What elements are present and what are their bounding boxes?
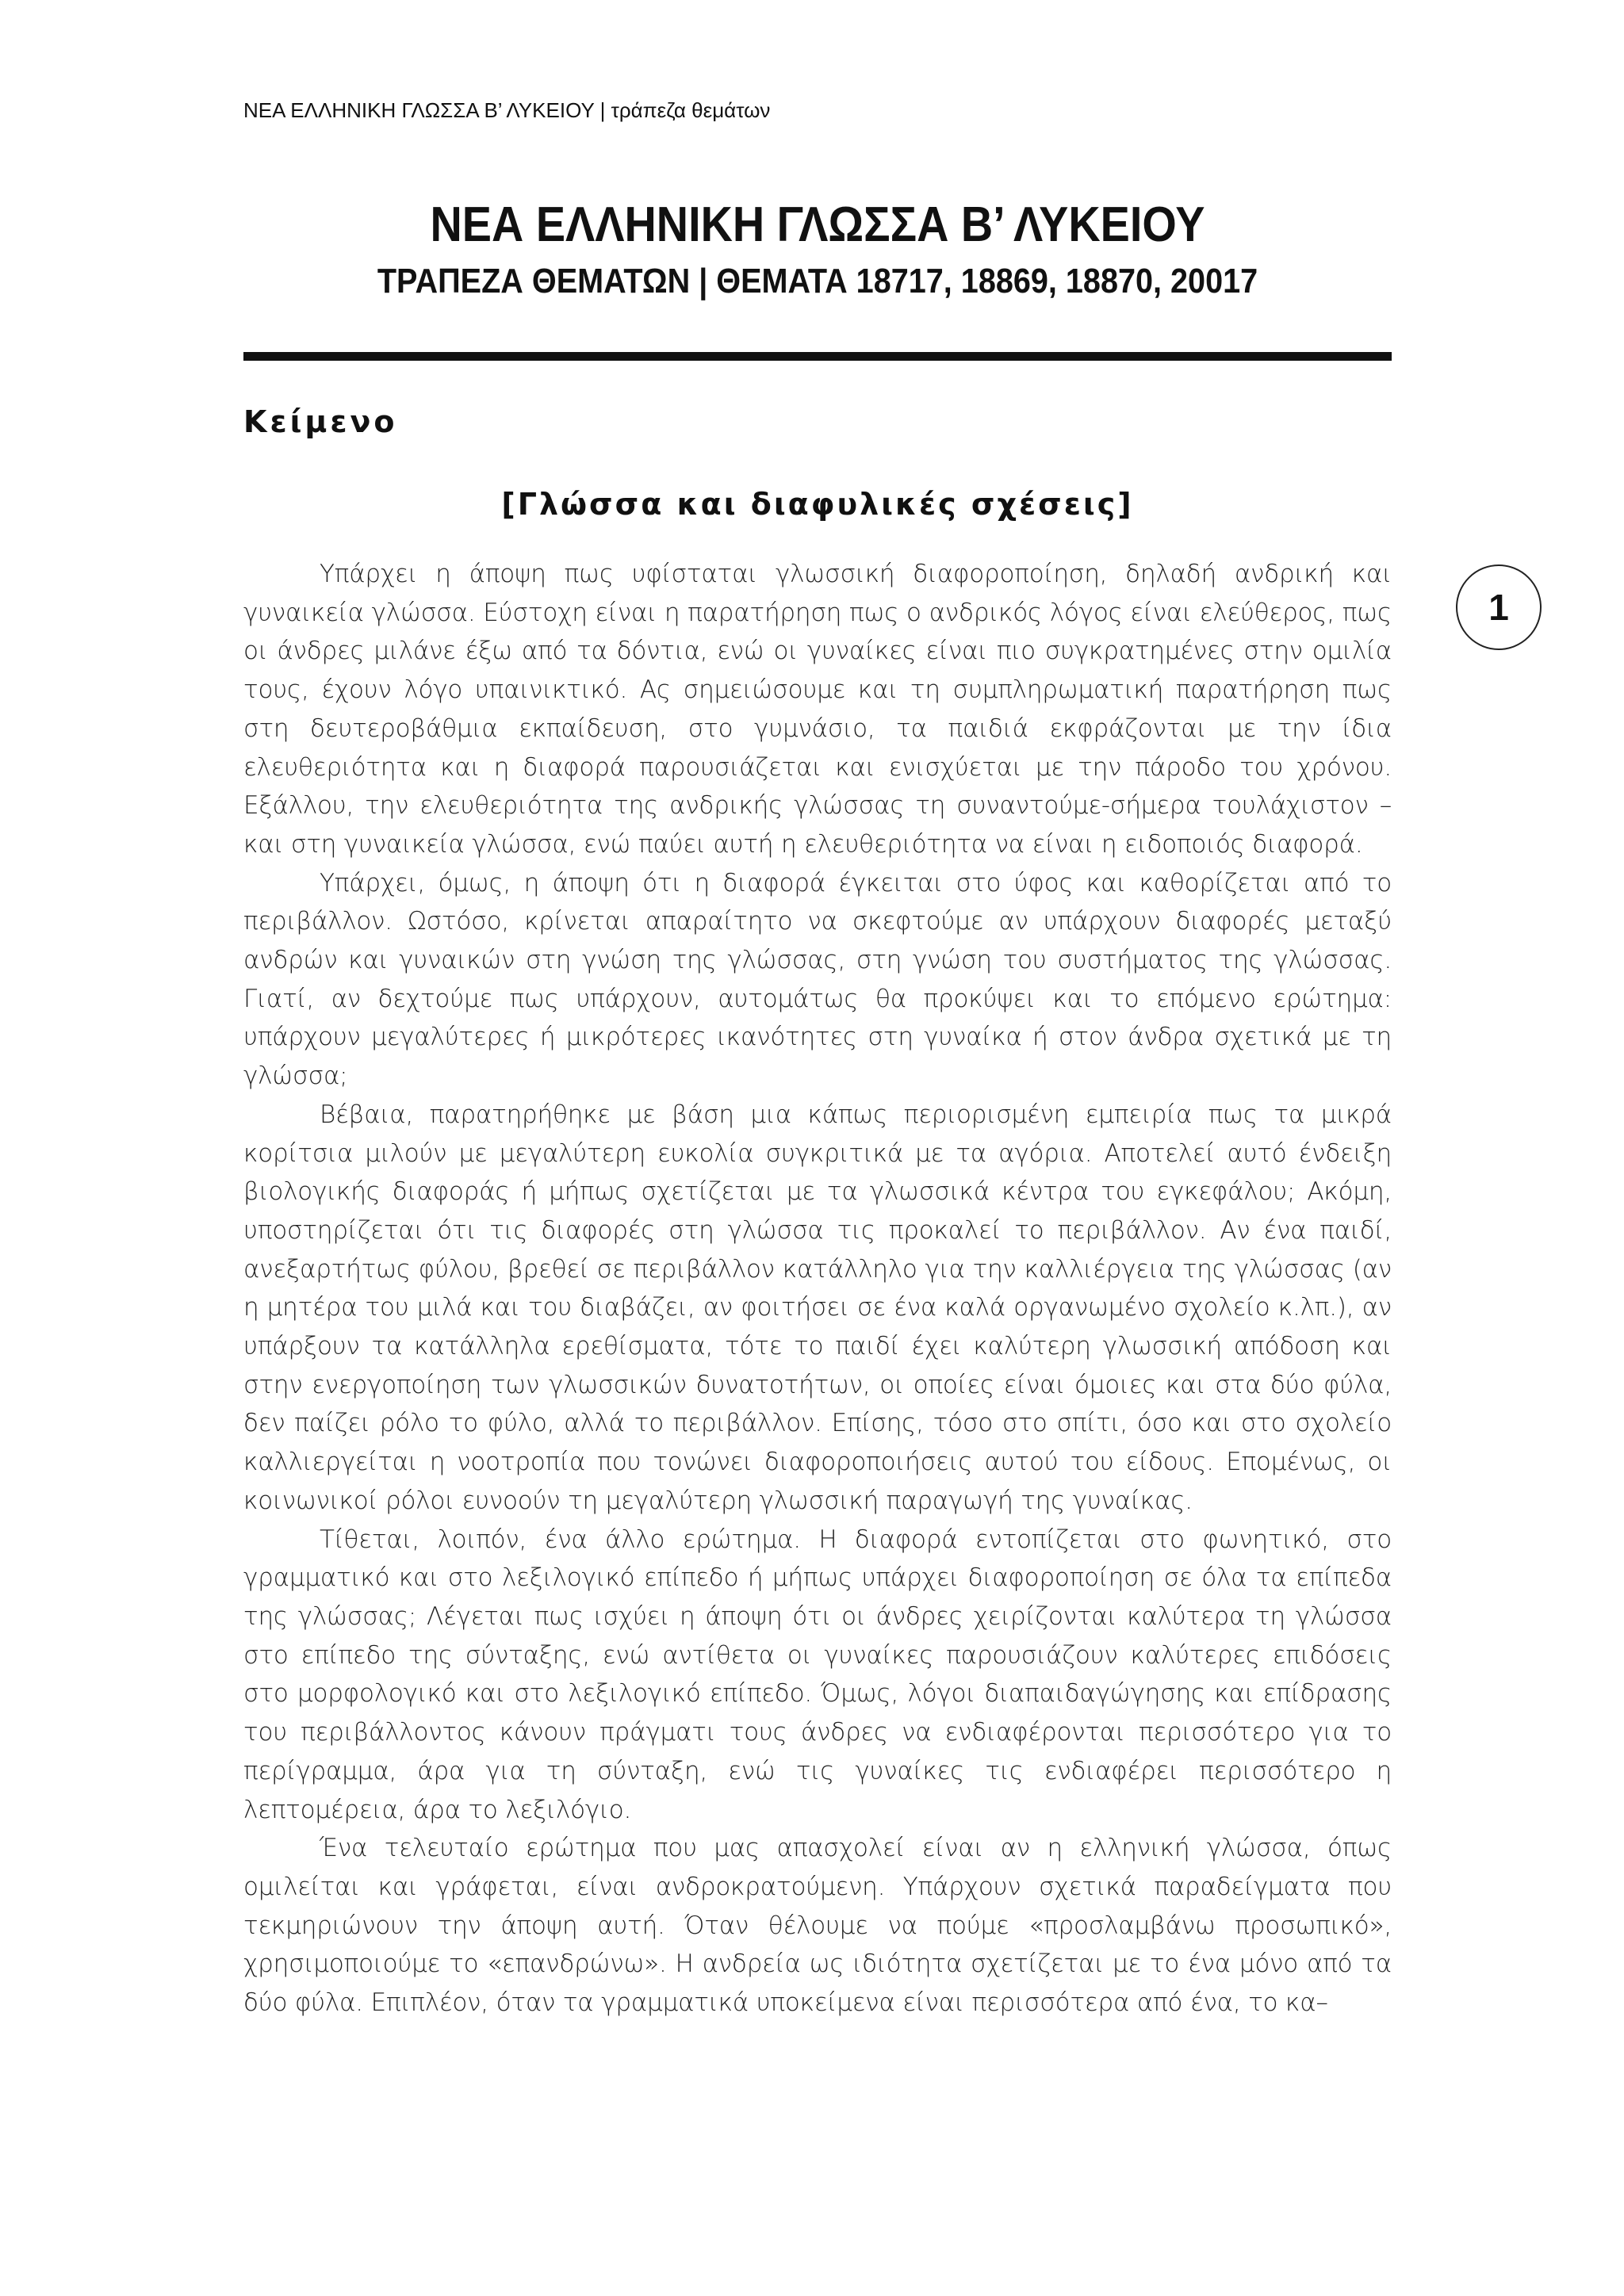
text-title: [Γλώσσα και διαφυλικές σχέσεις] — [501, 487, 1134, 522]
title-line-2: ΤΡΑΠΕΖΑ ΘΕΜΑΤΩΝ | ΘΕΜΑΤΑ 18717, 18869, 18870, 20017 — [377, 262, 1258, 300]
section-heading: Κείμενο — [243, 404, 398, 439]
section-number-badge: 1 — [1456, 564, 1542, 650]
title-line-1: ΝΕΑ ΕΛΛΗΝΙΚΗ ΓΛΩΣΣΑ Β’ ΛΥΚΕΙΟΥ — [430, 197, 1205, 252]
paragraph: Βέβαια, παρατηρήθηκε με βάση μια κάπως περιορισμένη εμπειρία πως τα μικρά κορίτσια μιλούν με μεγαλύτερη ευκολία συγκριτικά με τα αγόρια. Αποτελεί αυτό ένδειξη βιολογικής διαφοράς ή μήπως σχετίζεται με τα γλωσσικά κέντρα του εγκεφάλου; Ακόμη, υποστηρίζεται ότι τις διαφορές στη γλώσσα τις προκαλεί το περιβάλλον. Αν ένα παιδί, ανεξαρτήτως φύλου, βρεθεί σε περιβάλλον κατάλληλο για την καλλιέργεια της γλώσσας (αν η μητέρα του μιλά και του διαβάζει, αν φοιτήσει σε ένα καλά οργανωμένο σχολείο κ.λπ.), αν υπάρξουν τα κατάλληλα ερεθίσματα, τότε το παιδί έχει καλύτερη γλωσσική απόδοση και στην ενεργοποίηση των γλωσσικών δυνατοτήτων, οι οποίες είναι όμοιες και στα δύο φύλα, δεν παίζει ρόλο το φύλο, αλλά το περιβάλλον. Επίσης, τόσο στο σπίτι, όσο και στο σχολείο καλλιεργείται η νοοτροπία που τονώνει διαφοροποιήσεις αυτού του είδους. Επομένως, οι κοινωνικοί ρόλοι ευνοούν τη μεγαλύτερη γλωσσική παραγωγή της γυναίκας. — [243, 1100, 1392, 1515]
running-header: ΝΕΑ ΕΛΛΗΝΙΚΗ ΓΛΩΣΣΑ Β’ ΛΥΚΕΙΟΥ | τράπεζα θεμάτων — [243, 98, 771, 122]
title-divider — [243, 352, 1392, 361]
paragraph: Υπάρχει, όμως, η άποψη ότι η διαφορά έγκειται στο ύφος και καθορίζεται από το περιβάλλον. Ωστόσο, κρίνεται απαραίτητο να σκεφτούμε αν υπάρχουν διαφορές μεταξύ ανδρών και γυναικών στη γνώση της γλώσσας, στη γνώση του συστήματος της γλώσσας. Γιατί, αν δεχτούμε πως υπάρχουν, αυτομάτως θα προκύψει και το επόμενο ερώτημα: υπάρχουν μεγαλύτερες ή μικρότερες ικανότητες στη γυναίκα ή στον άνδρα σχετικά με τη γλώσσα; — [243, 868, 1392, 1091]
article-body — [243, 555, 1392, 2022]
paragraph: Υπάρχει η άποψη πως υφίσταται γλωσσική διαφοροποίηση, δηλαδή ανδρική και γυναικεία γλώσσα. Εύστοχη είναι η παρατήρηση πως ο ανδρικός λόγος είναι ελεύθερος, πως οι άνδρες μιλάνε έξω από τα δόντια, ενώ οι γυναίκες είναι πιο συγκρατημένες στην ομιλία τους, έχουν λόγο υπαινικτικό. Ας σημειώσουμε και τη συμπληρωματική παρατήρηση πως στη δευτεροβάθμια εκπαίδευση, στο γυμνάσιο, τα παιδιά εκφράζονται με την ίδια ελευθεριότητα και η διαφορά παρουσιάζεται και ενισχύεται με την πάροδο του χρόνου. Εξάλλου, την ελευθεριότητα της ανδρικής γλώσσας τη συναντούμε-σήμερα τουλάχιστον – και στη γυναικεία γλώσσα, ενώ παύει αυτή η ελευθεριότητα να είναι η ειδοποιός διαφορά. — [243, 560, 1392, 859]
paragraph: Τίθεται, λοιπόν, ένα άλλο ερώτημα. Η διαφορά εντοπίζεται στο φωνητικό, στο γραμματικό και στο λεξιλογικό επίπεδο ή μήπως υπάρχει διαφοροποίηση σε όλα τα επίπεδα της γλώσσας; Λέγεται πως ισχύει η άποψη ότι οι άνδρες χειρίζονται καλύτερα τη γλώσσα στο επίπεδο της σύνταξης, ενώ αντίθετα οι γυναίκες παρουσιάζουν καλύτερες επιδόσεις στο μορφολογικό και στο λεξιλογικό επίπεδο. Όμως, λόγοι διαπαιδαγώγησης και επίδρασης του περιβάλλοντος κάνουν πράγματι τους άνδρες να ενδιαφέρονται περισσότερο για το περίγραμμα, άρα για τη σύνταξη, ενώ τις γυναίκες τις ενδιαφέρει περισσότερο η λεπτομέρεια, άρα το λεξιλόγιο. — [243, 1525, 1392, 1824]
document-title — [243, 194, 1392, 307]
paragraph: Ένα τελευταίο ερώτημα που μας απασχολεί είναι αν η ελληνική γλώσσα, όπως ομιλείται και γράφεται, είναι ανδροκρατούμενη. Υπάρχουν σχετικά παραδείγματα που τεκμηριώνουν την άποψη αυτή. Όταν θέλουμε να πούμε «προσλαμβάνω προσωπικό», χρησιμοποιούμε το «επανδρώνω». Η ανδρεία ως ιδιότητα σχετίζεται με το ένα μόνο από τα δύο φύλα. Επιπλέον, όταν τα γραμματικά υποκείμενα είναι περισσότερα από ένα, το κα– — [243, 1834, 1392, 2018]
